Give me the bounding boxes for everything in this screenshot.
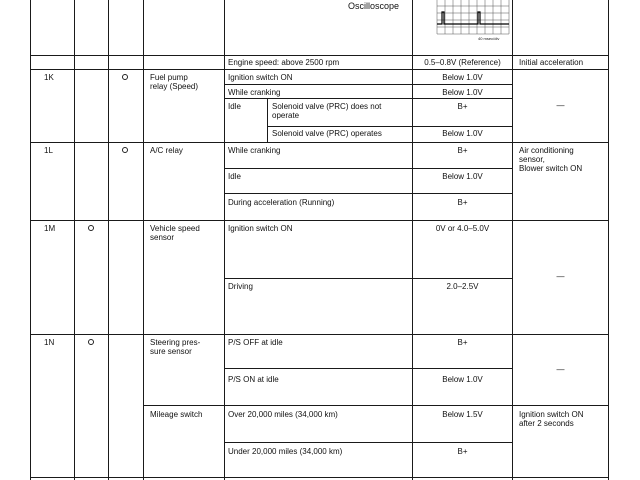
condition-cell: While cranking [228, 146, 281, 155]
grid-line [267, 98, 268, 142]
voltage-cell: Below 1.0V [442, 88, 483, 97]
terminal-id: 1N [44, 338, 55, 347]
grid-line [30, 0, 31, 480]
grid-line [108, 0, 109, 480]
condition-cell: Over 20,000 miles (34,000 km) [228, 410, 338, 419]
grid-line [74, 0, 75, 480]
condition-cell: P/S ON at idle [228, 375, 279, 384]
terminal-id: 1M [44, 224, 56, 233]
condition-cell: Solenoid valve (PRC) does not operate [272, 102, 382, 120]
remarks-cell: — [556, 272, 565, 281]
part-name: Mileage switch [150, 410, 203, 419]
part-name: Fuel pump relay (Speed) [150, 73, 199, 91]
remarks-cell: Ignition switch ON after 2 seconds [519, 410, 584, 428]
remarks-cell: — [556, 365, 565, 374]
grid-line [224, 442, 512, 443]
voltage-cell: Below 1.0V [442, 375, 483, 384]
grid-line [512, 0, 513, 480]
voltage-cell: Below 1.5V [442, 410, 483, 419]
condition-cell: During acceleration (Running) [228, 198, 335, 207]
condition-cell: Solenoid valve (PRC) operates [272, 129, 382, 138]
grid-line [30, 334, 609, 335]
grid-line [224, 98, 512, 99]
grid-line [30, 142, 609, 143]
part-name: A/C relay [150, 146, 183, 155]
grid-line [30, 69, 609, 70]
part-name: Steering pres- sure sensor [150, 338, 201, 356]
voltage-cell: Below 1.0V [442, 172, 483, 181]
condition-cell: P/S OFF at idle [228, 338, 283, 347]
condition-cell: Engine speed: above 2500 rpm [228, 58, 340, 67]
condition-cell: Ignition switch ON [228, 224, 293, 233]
voltage-cell: B+ [457, 338, 468, 347]
check-circle-icon [122, 74, 128, 80]
condition-cell: Idle [228, 172, 241, 181]
terminal-id: 1L [44, 146, 53, 155]
grid-line [267, 126, 512, 127]
remarks-cell: — [556, 101, 565, 110]
condition-cell: Ignition switch ON [228, 73, 293, 82]
grid-line [224, 278, 512, 279]
grid-line [608, 0, 609, 480]
voltage-cell: 0.5–0.8V (Reference) [424, 58, 501, 67]
condition-cell: Under 20,000 miles (34,000 km) [228, 447, 343, 456]
check-circle-icon [88, 339, 94, 345]
remarks-cell: Initial acceleration [519, 58, 584, 67]
voltage-cell: Below 1.0V [442, 73, 483, 82]
grid-line [30, 55, 609, 56]
oscilloscope-label: Oscilloscope [348, 1, 400, 11]
grid-line [143, 405, 608, 406]
remarks-cell: Air conditioning sensor, Blower switch ON [519, 146, 583, 173]
check-circle-icon [122, 147, 128, 153]
voltage-cell: Below 1.0V [442, 129, 483, 138]
voltage-cell: B+ [457, 102, 468, 111]
condition-cell: While cranking [228, 88, 281, 97]
grid-line [224, 0, 225, 480]
grid-line [224, 168, 512, 169]
grid-line [143, 0, 144, 480]
voltage-cell: B+ [457, 198, 468, 207]
condition-cell: Driving [228, 282, 253, 291]
voltage-cell: B+ [457, 146, 468, 155]
voltage-cell: 0V or 4.0–5.0V [435, 224, 490, 233]
grid-line [412, 0, 413, 480]
voltage-cell: 2.0–2.5V [446, 282, 479, 291]
condition-cell: Idle [228, 102, 241, 111]
voltage-cell: B+ [457, 447, 468, 456]
oscilloscope-time-scale: 40 msec/div [478, 36, 500, 41]
grid-line [224, 193, 512, 194]
grid-line [30, 477, 609, 478]
terminal-id: 1K [44, 73, 54, 82]
check-circle-icon [88, 225, 94, 231]
grid-line [224, 84, 512, 85]
grid-line [30, 220, 609, 221]
part-name: Vehicle speed sensor [150, 224, 200, 242]
grid-line [224, 368, 512, 369]
